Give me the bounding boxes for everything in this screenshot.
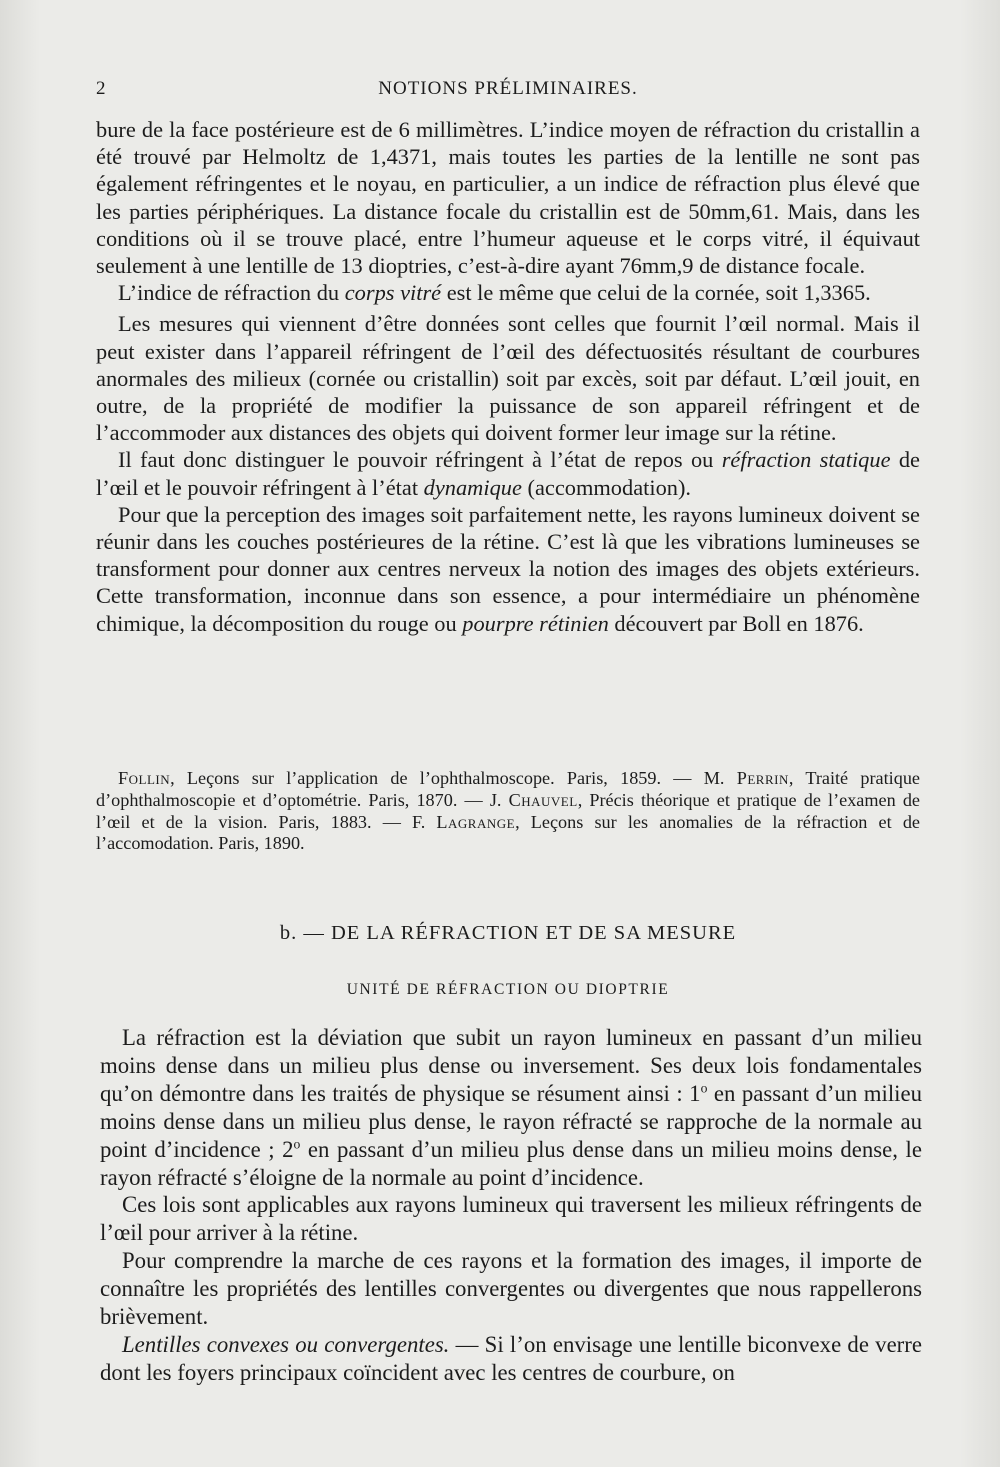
- paragraph-laws-applicable: Ces lois sont applicables aux rayons lumineux qui traversent les milieux réfringents de l’œil pour arriver à la rétine.: [100, 1192, 922, 1246]
- paragraph-convex-lenses: Lentilles convexes ou convergentes. — Si l’on envisage une lentille biconvexe de verre dont les foyers principaux coïncident avec les centres de courbure, on: [100, 1331, 922, 1385]
- section-subheading: UNITÉ DE RÉFRACTION OU DIOPTRIE: [346, 981, 670, 998]
- page-number: 2: [96, 78, 107, 99]
- page-header: [96, 78, 920, 104]
- paragraph-refraction-definition: La réfraction est la déviation que subit un rayon lumineux en passant d’un milieu moins dense dans un milieu plus dense ou inversement. Ses deux lois fondamentales qu’on démontre dans les traités de physique se résument ainsi : 1$^o$ en passant d’un milieu moins dense dans un milieu plus dense, le rayon réfracté se rapproche de la normale au point d’incidence ; 2$^o$ en passant d’un milieu plus dense dans un milieu moins dense, le rayon réfracté s’éloigne de la normale au point d’incidence.: [100, 1025, 923, 1190]
- paragraph-retinal-perception: Pour que la perception des images soit parfaitement nette, les rayons lumineux doivent se réunir dans les couches postérieures de la rétine. C’est là que les vibrations lumineuses se transforment pour donner aux centres nerveux la notion des images des objets extérieurs. Cette transformation, inconnue dans son essence, a pour intermédiaire un phénomène chimique, la décomposition du rouge ou pourpre rétinien découvert par Boll en 1876.: [96, 501, 920, 636]
- paragraph-crystalline-lens: bure de la face postérieure est de 6 millimètres. L’indice moyen de réfraction du cristallin a été trouvé par Helmoltz de 1,4371, mais toutes les parties de la lentille ne sont pas également réfringentes et le noyau, en particulier, a un indice de réfraction plus élevé que les parties périphériques. La distance focale du cristallin est de 50mm,61. Mais, dans les conditions où il se trouve placé, entre l’humeur aqueuse et le corps vitré, il équivaut seulement à une lentille de 13 dioptries, c’est-à-dire ayant 76mm,9 de distance focale.: [96, 117, 920, 279]
- bibliography-note: Follin, Leçons sur l’application de l’ophthalmoscope. Paris, 1859. — M. Perrin, Traité pratique d’ophthalmoscopie et d’optométrie. Paris, 1870. — J. Chauvel, Précis théorique et pratique de l’examen de l’œil et de la vision. Paris, 1883. — F. Lagrange, Leçons sur les anomalies de la réfraction et de l’accomodation. Paris, 1890.: [96, 768, 920, 854]
- paragraph-lens-properties: Pour comprendre la marche de ces rayons et la formation des images, il importe de connaître les propriétés des lentilles convergentes ou divergentes que nous rappellerons brièvement.: [100, 1248, 922, 1330]
- paragraph-static-dynamic: Il faut donc distinguer le pouvoir réfringent à l’état de repos ou réfraction statique de l’œil et le pouvoir réfringent à l’état dynamique (accommodation).: [96, 447, 920, 500]
- paragraph-vitreous-body: L’indice de réfraction du corps vitré est le même que celui de la cornée, soit 1,3365.: [118, 280, 871, 306]
- bottom-text-block: [100, 1024, 922, 1387]
- paragraph-normal-eye-measures: Les mesures qui viennent d’être données sont celles que fournit l’œil normal. Mais il peut exister dans l’appareil réfringent de l’œil des défectuosités résultant de courbures anormales des milieux (cornée ou cristallin) soit par excès, soit par défaut. L’œil jouit, en outre, de la propriété de modifier la puissance de son appareil réfringent et de l’accommoder aux distances des objets qui doivent former leur image sur la rétine.: [96, 311, 920, 446]
- running-title: NOTIONS PRÉLIMINAIRES.: [378, 78, 638, 99]
- section-heading: b. — DE LA RÉFRACTION ET DE SA MESURE: [279, 922, 737, 944]
- top-text-block: [96, 116, 920, 637]
